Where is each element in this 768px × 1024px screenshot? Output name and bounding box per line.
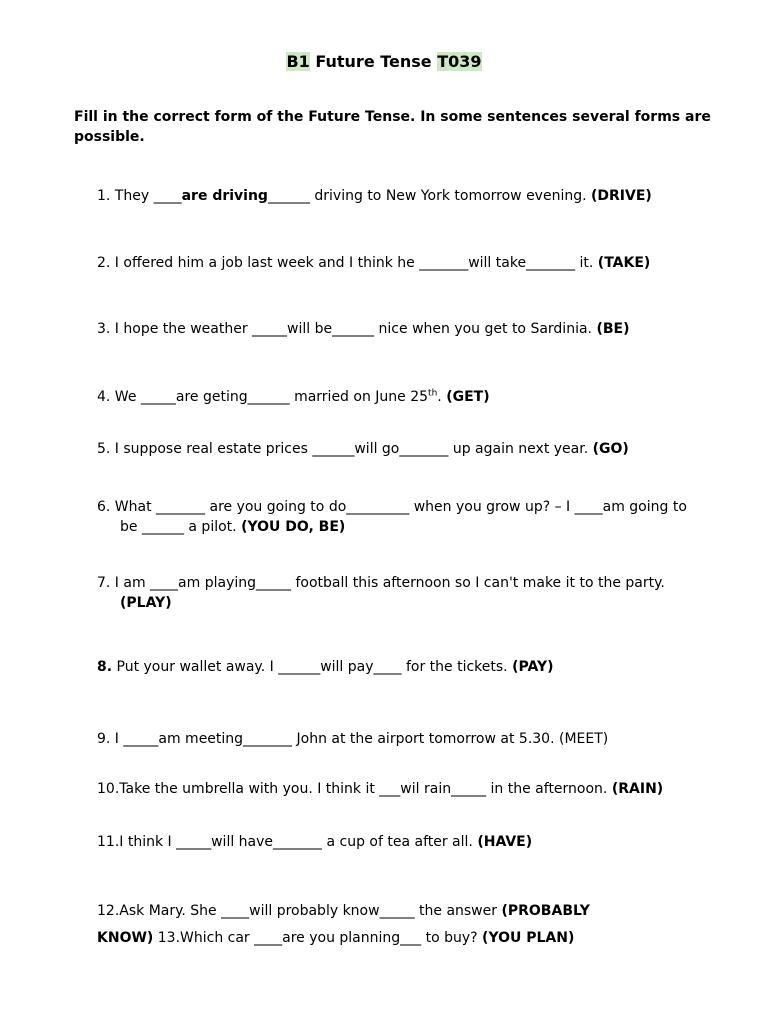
level-highlight: B1 [286, 52, 310, 71]
verb-hint: KNOW) [97, 930, 154, 946]
exercise-item-8: 8. Put your wallet away. I ______will pay____ for the tickets. (PAY) [97, 659, 554, 675]
exercise-item-4: 4. We _____are geting______ married on June 25th. (GET) [97, 388, 490, 405]
verb-hint: (PROBABLY [501, 903, 590, 919]
exercise-item-13: 13.Which car ____are you planning___ to buy? (YOU PLAN) [157, 930, 575, 946]
verb-hint: (PLAY) [120, 595, 172, 611]
code-highlight: T039 [437, 52, 482, 71]
verb-hint: (DRIVE) [591, 188, 652, 204]
verb-hint: (HAVE) [477, 834, 533, 850]
verb-hint: (PAY) [512, 659, 554, 675]
worksheet-title [0, 52, 768, 71]
exercise-item-2: 2. I offered him a job last week and I think he _______will take_______ it. (TAKE) [97, 255, 651, 271]
exercise-item-7: 7. I am ____am playing_____ football this afternoon so I can't make it to the party. (PLAY) [97, 573, 707, 613]
verb-hint: (RAIN) [611, 781, 664, 797]
verb-hint: (GET) [446, 389, 490, 405]
answer-text: are driving [181, 188, 268, 204]
exercise-item-3: 3. I hope the weather _____will be______ nice when you get to Sardinia. (BE) [97, 321, 630, 337]
exercise-item-10: 10.Take the umbrella with you. I think it ___wil rain_____ in the afternoon. (RAIN) [97, 781, 664, 797]
verb-hint: (YOU PLAN) [482, 930, 575, 946]
exercise-item-12-13 [97, 898, 707, 952]
exercise-item-9: 9. I _____am meeting_______ John at the airport tomorrow at 5.30. (MEET) [97, 731, 609, 747]
exercise-item-5: 5. I suppose real estate prices ______will go_______ up again next year. (GO) [97, 441, 629, 457]
verb-hint: (BE) [596, 321, 630, 337]
verb-hint: (TAKE) [597, 255, 651, 271]
exercise-item-12: 12.Ask Mary. She ____will probably know_____ the answer (PROBABLY [97, 903, 590, 919]
exercise-item-11: 11.I think I _____will have_______ a cup of tea after all. (HAVE) [97, 834, 533, 850]
exercise-item-1: 1. They ____are driving______ driving to New York tomorrow evening. (DRIVE) [97, 188, 652, 204]
verb-hint: (GO) [592, 441, 629, 457]
verb-hint: (YOU DO, BE) [241, 519, 346, 535]
exercise-item-6: 6. What _______ are you going to do_________ when you grow up? – I ____am going to be ______ a pilot. (YOU DO, BE) [97, 499, 687, 535]
instructions: Fill in the correct form of the Future Tense. In some sentences several forms are possible. [74, 109, 711, 145]
topic-text: Future Tense [315, 52, 432, 71]
